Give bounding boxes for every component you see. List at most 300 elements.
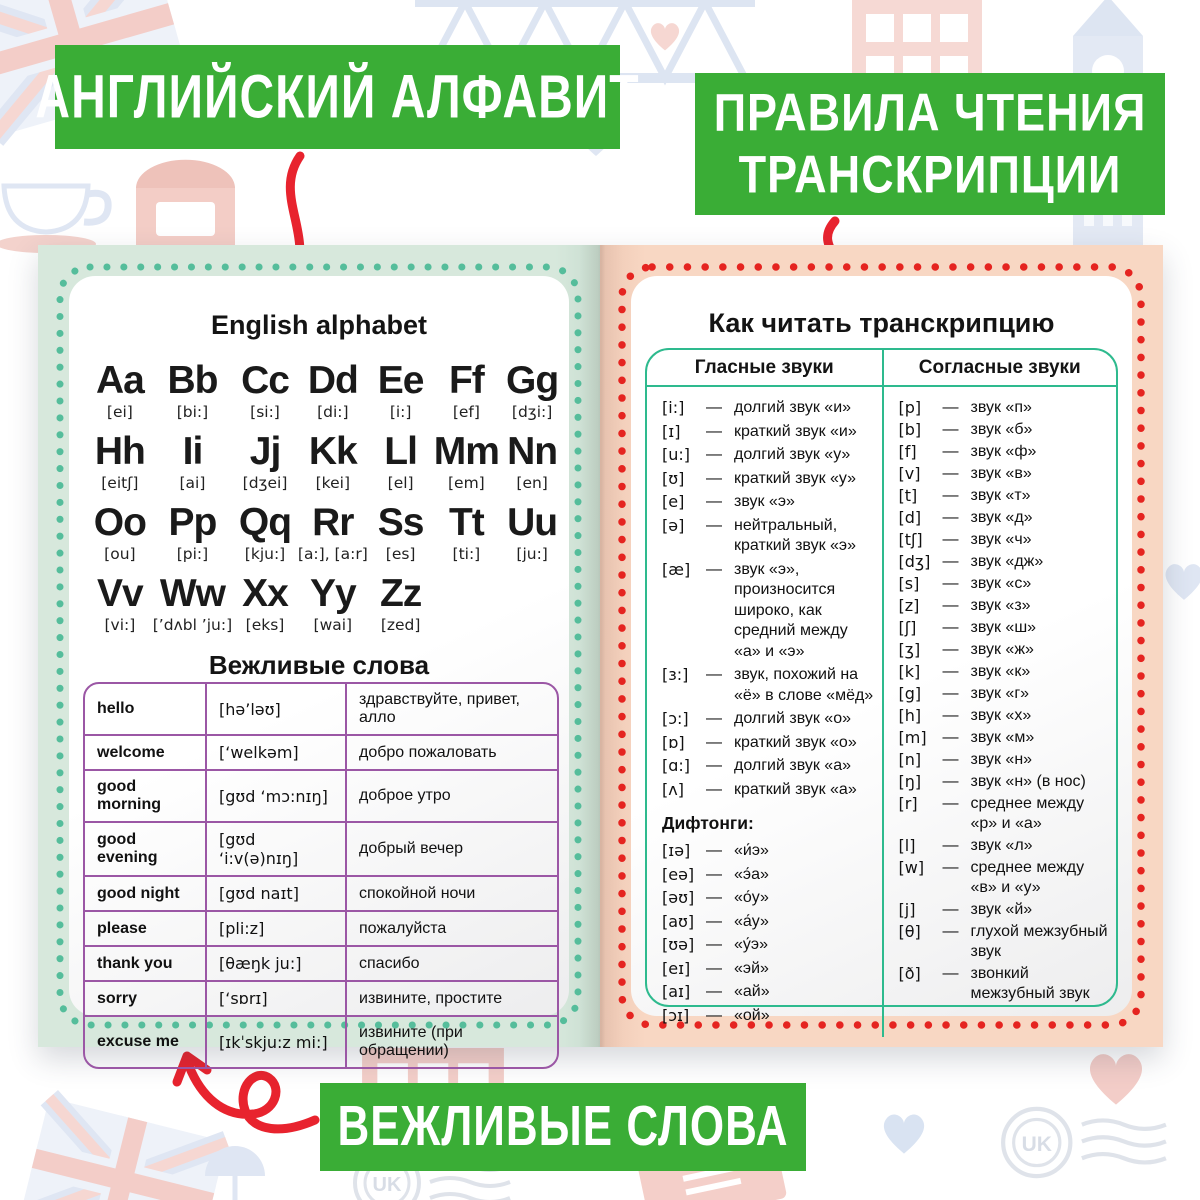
alphabet-cell [153,360,232,422]
sounds-table [645,348,1118,1025]
alphabet-cell [434,360,500,422]
sound-dash: — [942,509,959,526]
alphabet-cell [368,502,434,564]
sound-description: звук «б» [970,421,1033,438]
alphabet-transcription: [di:] [317,403,349,421]
sound-symbol: [v] [898,464,921,483]
sound-description: звук «ш» [970,619,1037,636]
sound-dash: — [942,837,959,854]
alphabet-cell [153,573,232,635]
sound-dash: — [706,446,722,463]
sound-symbol: [ɔɪ] [662,1005,690,1025]
sound-dash: — [942,641,959,658]
sound-dash: — [706,733,722,751]
sound-dash: — [942,443,959,460]
alphabet-transcription: [i:] [389,403,412,421]
sound-symbol: [e] [662,492,685,511]
alphabet-transcription: [el] [387,474,414,492]
alphabet-transcription: [a:], [a:r] [297,545,368,563]
sound-dash: — [706,399,722,416]
consonants-column [882,350,1117,1037]
alphabet-letter: Cc [241,359,289,402]
sound-symbol: [ɪə] [662,841,691,860]
sound-row [662,516,874,557]
sound-dash: — [706,959,722,977]
vowel-entries [662,398,874,800]
polite-word: hello [85,684,207,734]
sound-symbol: [aʊ] [662,911,695,931]
sound-dash: — [706,1006,722,1024]
alphabet-cell [368,360,434,422]
sound-row [662,982,874,1003]
sound-symbol: [i:] [662,398,685,417]
sound-symbol: [u:] [662,445,691,464]
sound-symbol: [ʒ] [898,640,921,659]
alphabet-letter: Yy [309,572,356,615]
alphabet-letter: Qq [238,501,292,544]
polite-word-transcription: [‘welkəm] [207,736,347,769]
sound-symbol: [ŋ] [898,772,922,791]
alphabet-transcription: [ou] [104,545,136,563]
alphabet-letter: Ee [377,359,424,402]
tea-cup-icon [0,168,114,254]
sound-row [662,445,874,466]
sound-description: звонкий межзубный звук [970,965,1090,1002]
alphabet-transcription: [ef] [452,403,480,421]
alphabet-cell [499,360,565,422]
sound-description: «а́у» [734,912,769,930]
sound-description: «ай» [734,983,770,1000]
sound-description: звук «ж» [970,641,1034,658]
sound-description: среднее между «р» и «а» [970,795,1085,832]
svg-text:UK: UK [372,1174,402,1196]
polite-word: good morning [85,771,207,821]
sound-symbol: [ð] [898,964,921,983]
alphabet-cell [87,573,153,635]
sound-row [899,922,1109,962]
right-page-panel [631,276,1132,1025]
alphabet-cell [153,431,232,493]
sound-row [899,508,1109,528]
sound-row [899,640,1109,660]
alphabet-transcription: [ai] [179,474,206,492]
polite-word-translation: извините (при обращении) [359,1024,463,1059]
polite-word: welcome [85,736,207,769]
sound-row [662,888,874,909]
sound-description: краткий звук «и» [734,422,857,440]
vowels-list [647,387,882,1037]
sound-row [662,560,874,663]
sound-symbol: [tʃ] [898,530,923,549]
alphabet-cell [298,502,368,564]
alphabet-cell [499,502,565,564]
sound-row [899,420,1109,440]
sound-description: звук «й» [970,901,1033,918]
polite-word: good night [85,877,207,910]
polite-words-row [85,769,557,821]
right-page-title: Как читать транскрипцию [708,308,1055,338]
sound-symbol: [ɑ:] [662,756,691,775]
alphabet-cell [87,360,153,422]
sound-dash: — [942,773,959,790]
sound-dash: — [706,560,722,578]
sound-symbol: [r] [898,794,918,813]
alphabet-letter: Uu [507,501,558,544]
alphabet-transcription: [kei] [315,474,350,492]
heart-icon [880,1110,928,1156]
polite-words-row [85,684,557,734]
polite-word-transcription: [pli:z] [207,912,347,945]
sound-dash: — [706,912,722,930]
sound-description: «у́э» [734,936,768,953]
sound-description: звук «э», произносится широко, как средний между «а» и «э» [734,560,848,660]
alphabet-transcription: [en] [516,474,548,492]
polite-word: thank you [85,947,207,980]
alphabet-letter: Zz [379,572,422,615]
sound-dash: — [942,575,959,592]
alphabet-cell [368,573,434,635]
sound-symbol: [g] [898,684,922,703]
sound-dash: — [942,399,959,416]
sound-dash: — [942,901,959,918]
polite-word: please [85,912,207,945]
sound-dash: — [942,751,959,768]
sound-row [662,1006,874,1027]
alphabet-letter: Hh [94,430,145,473]
sound-symbol: [ʊə] [662,935,695,954]
alphabet-transcription: [vi:] [104,616,136,634]
sound-description: звук «з» [970,597,1031,614]
sound-symbol: [θ] [898,922,921,941]
sound-dash: — [942,859,959,876]
alphabet-letter: Mm [433,430,499,473]
banner-transcription-rules-line2: ТРАНСКРИПЦИИ [738,144,1122,205]
sound-row [899,574,1109,594]
banner-polite-words [320,1083,806,1171]
sound-dash: — [706,710,722,727]
polite-words-row [85,980,557,1015]
sound-dash: — [942,663,959,680]
polite-word: good evening [85,823,207,875]
sound-dash: — [706,757,722,774]
sound-symbol: [b] [898,420,922,439]
sound-symbol: [eə] [662,864,695,884]
sound-dash: — [942,965,959,982]
polite-word-transcription: [gʊd ‘i:v(ə)nɪŋ] [207,823,347,875]
polite-words-row [85,821,557,875]
sound-row [899,794,1109,834]
alphabet-cell [298,573,368,635]
alphabet-letter: Rr [312,501,354,544]
polite-word-translation: добро пожаловать [359,743,497,761]
sound-symbol: [ʊ] [662,468,685,488]
consonants-header: Согласные звуки [884,350,1117,387]
sound-symbol: [d] [898,508,922,527]
sound-dash: — [942,421,959,438]
sound-symbol: [p] [898,398,922,417]
sound-dash: — [706,842,722,859]
polite-word-transcription: [gʊd ‘mɔ:nɪŋ] [207,771,347,821]
alphabet-cell [87,431,153,493]
left-page-panel [69,276,569,1059]
sound-dash: — [942,487,959,504]
sound-row [899,750,1109,770]
sound-description: звук «м» [970,729,1035,746]
sound-description: краткий звук «у» [734,469,856,487]
sound-description: звук «н» [970,751,1033,768]
sound-symbol: [ɜ:] [662,665,689,684]
sound-description: краткий звук «а» [734,780,857,798]
sound-row [662,935,874,956]
page-transcription-rules [600,245,1163,1047]
polite-word: sorry [85,982,207,1015]
sound-symbol: [k] [898,662,921,681]
sound-description: звук «дж» [970,553,1044,570]
alphabet-cell [153,502,232,564]
sound-description: звук «ч» [970,531,1032,548]
sound-row [899,530,1109,550]
polite-words-title: Вежливые слова [208,650,430,680]
sound-symbol: [w] [898,858,925,877]
banner-polite-words-text: ВЕЖЛИВЫЕ СЛОВА [337,1095,789,1158]
sound-symbol: [n] [898,750,922,769]
sound-row [899,398,1109,418]
vowels-column [647,350,882,1037]
sound-description: звук «в» [970,465,1032,482]
sound-description: звук «э» [734,493,795,510]
consonant-entries [899,398,1109,1004]
sound-symbol: [h] [898,706,922,725]
polite-word-transcription: [hə’ləʊ] [207,684,347,734]
sound-description: звук «т» [970,487,1031,504]
alphabet-letter: Aa [95,359,144,402]
sound-symbol: [æ] [662,559,691,579]
alphabet-cell [232,573,298,635]
sound-description: звук «с» [970,575,1032,592]
sound-row [899,706,1109,726]
polite-word-translation: спокойной ночи [359,884,476,902]
alphabet-letter: Gg [506,359,559,402]
heart-icon [648,20,682,52]
polite-word-translation: добрый вечер [359,840,463,857]
sound-dash: — [942,729,959,746]
polite-word-translation: доброе утро [359,787,451,804]
alphabet-letter: Vv [97,572,143,615]
sound-row [899,486,1109,506]
sound-dash: — [706,422,722,440]
alphabet-transcription: [eks] [245,616,285,634]
sound-dash: — [706,516,722,534]
alphabet-transcription: [dʒi:] [511,403,553,421]
sound-description: «о́у» [734,889,769,906]
diphthongs-title: Дифтонги: [662,813,754,833]
banner-transcription-rules-line1: ПРАВИЛА ЧТЕНИЯ [713,82,1147,143]
sound-symbol: [m] [898,728,927,747]
sound-description: долгий звук «у» [734,446,851,463]
post-box-icon [128,158,243,253]
sound-row [899,464,1109,484]
sound-symbol: [eɪ] [662,958,691,978]
sound-row [662,733,874,754]
alphabet-cell [232,502,298,564]
sound-symbol: [z] [898,596,920,615]
sound-symbol: [f] [898,442,917,461]
sound-dash: — [706,983,722,1000]
sound-row [662,422,874,443]
sound-row [899,596,1109,616]
sound-symbol: [əʊ] [662,888,695,907]
polite-words-table [83,682,559,1069]
alphabet-letter: Jj [249,430,281,473]
sound-description: звук «п» [970,399,1032,416]
banner-english-alphabet-text: АНГЛИЙСКИЙ АЛФАВИТ [35,63,640,131]
sound-description: долгий звук «а» [734,757,851,774]
sound-row [662,469,874,490]
polite-word-transcription: [‘sɒrɪ] [207,982,347,1015]
sound-dash: — [706,889,722,906]
sound-symbol: [ɪ] [662,421,681,441]
sound-symbol: [aɪ] [662,982,691,1001]
polite-word-transcription: [θæŋk ju:] [207,947,347,980]
alphabet-letter: Ii [182,430,203,473]
sound-dash: — [942,685,959,702]
sound-symbol: [ʃ] [898,618,917,637]
sound-dash: — [942,795,959,812]
diphthong-entries [662,841,874,1026]
heart-icon [1162,560,1200,602]
sound-row [662,665,874,706]
alphabet-transcription: [’dʌbl ’ju:] [152,616,233,634]
alphabet-transcription: [dʒei] [242,474,288,492]
sound-symbol: [s] [898,574,920,593]
alphabet-cell [298,431,368,493]
sound-row [899,662,1109,682]
sound-row [899,728,1109,748]
sound-row [662,780,874,801]
sound-row [899,442,1109,462]
polite-word-transcription: [gʊd naɪt] [207,877,347,910]
sound-dash: — [706,780,722,798]
polite-words-row [85,734,557,769]
alphabet-letter: Oo [93,501,146,544]
sound-description: звук «к» [970,663,1031,680]
book-spread [38,245,1163,1059]
alphabet-letter: Nn [507,430,558,473]
alphabet-transcription: [ti:] [452,545,481,563]
sound-row [662,492,874,513]
alphabet-cell [298,360,368,422]
alphabet-letter: Ll [384,430,417,473]
consonants-list [884,387,1117,1014]
banner-transcription-rules [695,73,1165,215]
sound-row [662,959,874,980]
alphabet-transcription: [bi:] [176,403,209,421]
sound-row [899,552,1109,572]
alphabet-grid [87,360,565,635]
sound-row [899,618,1109,638]
sound-row [899,836,1109,856]
sound-dash: — [942,707,959,724]
sound-description: звук «д» [970,509,1033,526]
sound-row [662,709,874,730]
sound-dash: — [942,465,959,482]
alphabet-cell [232,360,298,422]
sound-dash: — [706,936,722,953]
sound-row [899,772,1109,792]
alphabet-letter: Kk [308,430,357,473]
alphabet-transcription: [kju:] [244,545,286,563]
page-english-alphabet [38,245,600,1059]
polite-words-row [85,875,557,910]
svg-text:UK: UK [1021,1132,1052,1156]
sound-dash: — [942,923,959,940]
sound-row [662,841,874,862]
sound-dash: — [706,493,722,510]
polite-words-row [85,1015,557,1067]
alphabet-letter: Xx [242,572,288,615]
sound-row [662,912,874,933]
alphabet-letter: Ff [448,359,484,402]
sound-dash: — [942,619,959,636]
sound-row [899,900,1109,920]
left-page-title: English alphabet [210,310,428,340]
alphabet-transcription: [si:] [250,403,280,421]
polite-words-row [85,910,557,945]
alphabet-letter: Dd [307,359,358,402]
polite-word: excuse me [85,1017,207,1067]
sound-dash: — [942,531,959,548]
alphabet-transcription: [pi:] [176,545,209,563]
alphabet-cell [87,502,153,564]
sound-row [899,684,1109,704]
alphabet-cell [434,502,500,564]
alphabet-letter: Pp [168,501,217,544]
sound-row [662,756,874,777]
polite-word-translation: извините, простите [359,989,503,1007]
sound-description: звук, похожий на «ё» в слове «мёд» [734,666,874,704]
polite-word-translation: спасибо [359,954,420,972]
sound-description: краткий звук «о» [734,733,857,751]
polite-word-translation: пожалуйста [359,919,447,937]
sound-row [899,964,1109,1004]
alphabet-transcription: [em] [448,474,485,492]
alphabet-transcription: [zed] [380,616,421,634]
sound-dash: — [942,553,959,570]
polite-word-transcription: [ɪkˈskju:z mi:] [207,1017,347,1067]
alphabet-transcription: [eitʃ] [101,474,139,492]
sound-row [662,398,874,419]
sound-description: «э́а» [734,865,769,883]
sound-description: звук «н» (в нос) [970,773,1086,790]
sound-row [899,858,1109,898]
sound-description: среднее между «в» и «у» [970,859,1085,896]
sound-description: «и́э» [734,842,769,859]
umbrella-icon [200,1148,270,1200]
polite-word-translation: здравствуйте, привет, алло [359,691,520,726]
alphabet-transcription: [wai] [313,616,353,634]
alphabet-cell [232,431,298,493]
alphabet-letter: Ss [377,501,424,544]
sound-dash: — [706,469,722,487]
banner-english-alphabet [35,45,640,149]
sound-symbol: [t] [898,486,918,505]
sound-symbol: [j] [898,900,916,919]
alphabet-transcription: [ju:] [516,545,548,563]
sound-symbol: [dʒ] [898,552,931,571]
sound-dash: — [706,865,722,883]
sound-symbol: [ʌ] [662,779,684,799]
alphabet-cell [368,431,434,493]
